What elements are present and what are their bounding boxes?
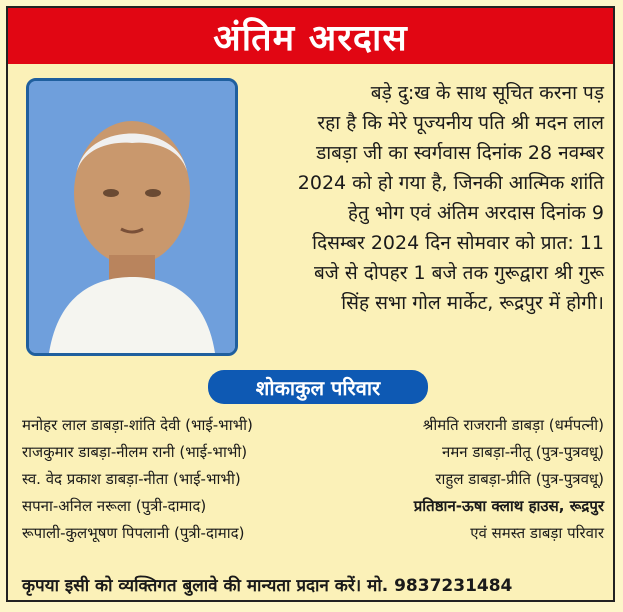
message-line: हेतु भोग एवं अंतिम अरदास दिनांक 9: [347, 202, 604, 224]
title-banner: [8, 8, 613, 64]
family-right: नमन डाबड़ा-नीतू (पुत्र-पुत्रवधू): [442, 443, 604, 461]
message-line: रहा है कि मेरे पूज्यनीय पति श्री मदन लाल: [317, 112, 604, 134]
portrait-photo: [26, 78, 238, 356]
notice-title: अंतिम अरदास: [213, 17, 408, 59]
family-row: [22, 520, 604, 547]
message-line: 2024 को हो गया है, जिनकी आत्मिक शांति: [297, 172, 604, 194]
message-line: बजे से दोपहर 1 बजे तक गुरूद्वारा श्री गुरू: [313, 262, 604, 284]
family-list: [22, 412, 604, 547]
message-line: डाबड़ा जी का स्वर्गवास दिनांक 28 नवम्बर: [316, 142, 604, 164]
family-left: रूपाली-कुलभूषण पिपलानी (पुत्री-दामाद): [22, 524, 245, 542]
family-left: स्व. वेद प्रकाश डाबड़ा-नीता (भाई-भाभी): [22, 470, 241, 488]
message-line: बड़े दु:ख के साथ सूचित करना पड़: [370, 82, 604, 104]
obituary-message: [244, 78, 604, 318]
family-row: [22, 493, 604, 520]
family-heading: शोकाकुल परिवार: [255, 375, 381, 400]
family-left: राजकुमार डाबड़ा-नीलम रानी (भाई-भाभी): [22, 443, 248, 461]
message-line: सिंह सभा गोल मार्केट, रूद्रपुर में होगी।: [341, 292, 604, 314]
message-line: दिसम्बर 2024 दिन सोमवार को प्रात: 11: [312, 232, 604, 254]
family-right: एवं समस्त डाबड़ा परिवार: [470, 524, 604, 542]
family-left: मनोहर लाल डाबड़ा-शांति देवी (भाई-भाभी): [22, 416, 253, 434]
family-heading-badge: [208, 370, 428, 404]
family-right: राहुल डाबड़ा-प्रीति (पुत्र-पुत्रवधू): [435, 470, 604, 488]
footer-note: कृपया इसी को व्यक्तिगत बुलावे की मान्यता प्रदान करें। मो. 9837231484: [22, 576, 513, 596]
family-row: [22, 412, 604, 439]
family-right: प्रतिष्ठान-ऊषा क्लाथ हाउस, रूद्रपुर: [413, 497, 604, 515]
obituary-notice: [6, 6, 615, 602]
family-row: [22, 466, 604, 493]
family-row: [22, 439, 604, 466]
portrait-illustration: [29, 81, 235, 353]
family-right: श्रीमति राजरानी डाबड़ा (धर्मपत्नी): [422, 416, 604, 434]
family-left: सपना-अनिल नरूला (पुत्री-दामाद): [22, 497, 207, 515]
